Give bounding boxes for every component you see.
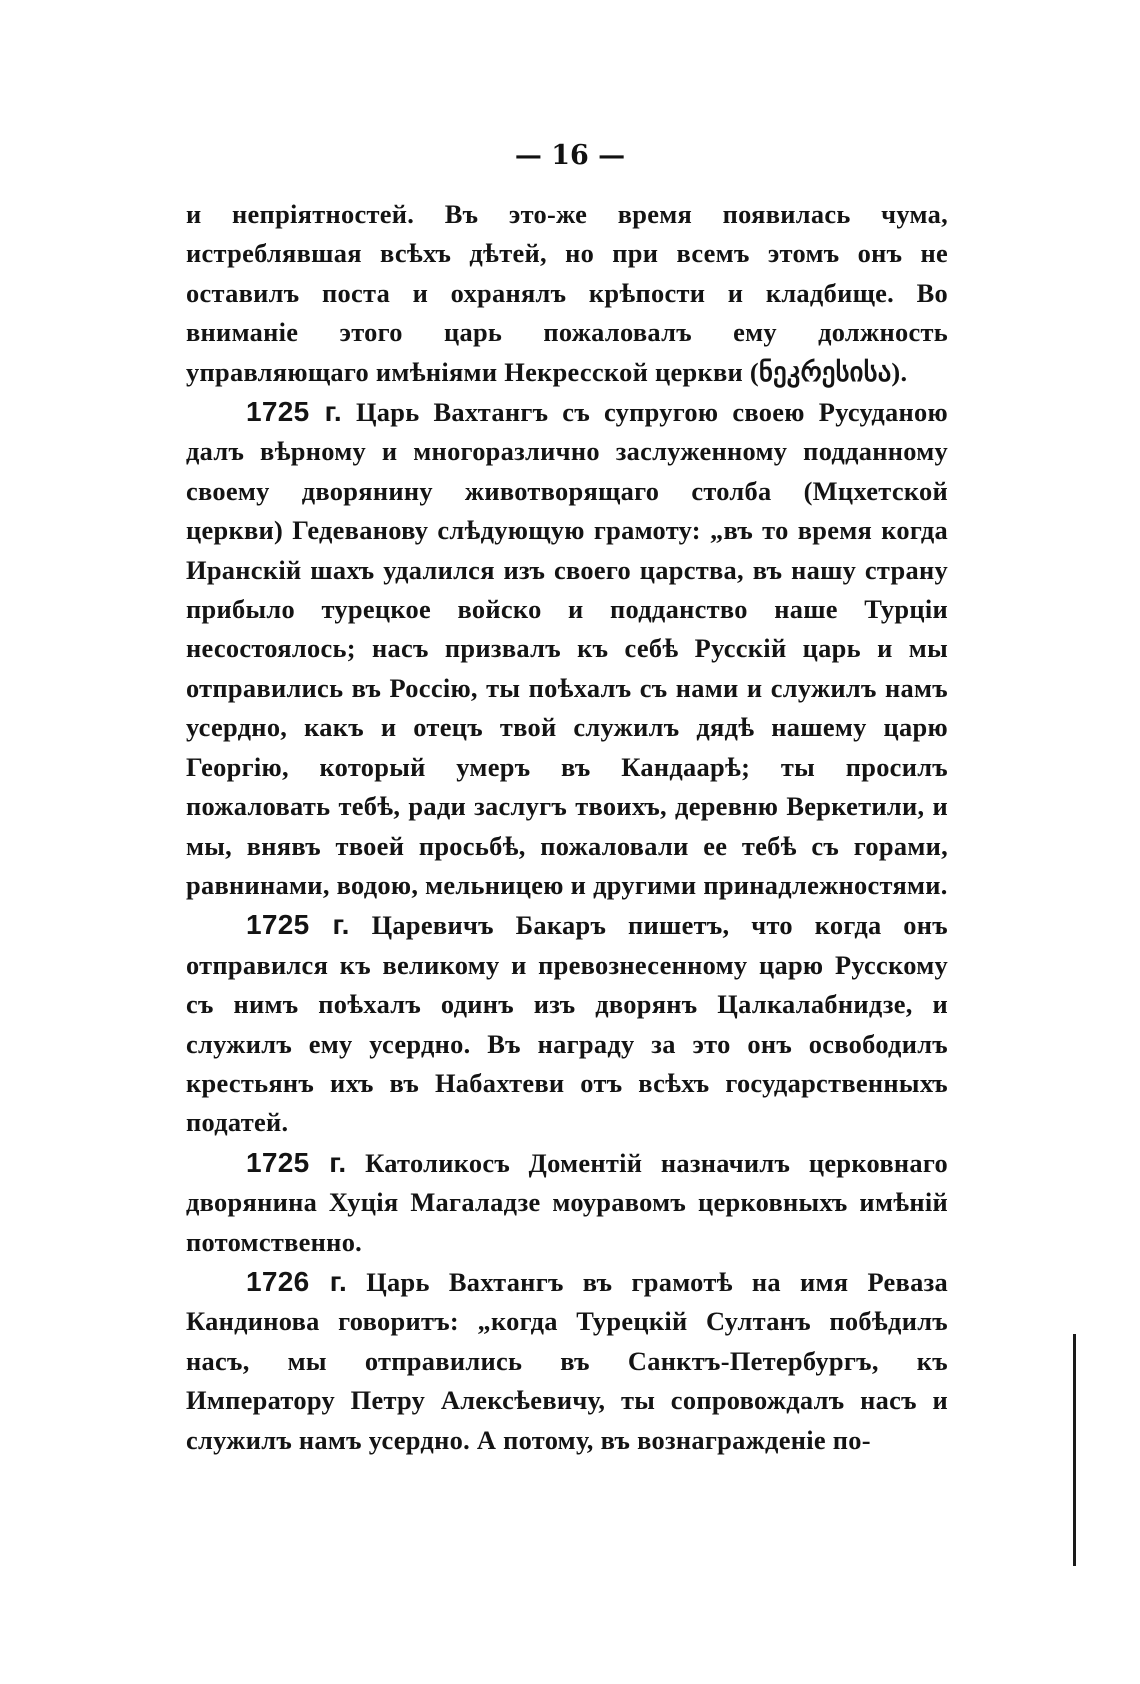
margin-rule: [1073, 1334, 1076, 1566]
paragraph-continuation: [186, 195, 948, 392]
paragraph-entry-1725-bakar: [186, 905, 948, 1142]
paragraph-text: Царь Вахтангъ въ грамотѣ на имя Реваза Кандинова говоритъ: „когда Турецкій Султанъ побѣдилъ насъ, мы отправились въ Санктъ-Петербургъ, къ Императору Петру Алексѣевичу, ты сопровождалъ насъ и служилъ намъ усердно. А потому, въ вознагражденіе по-: [186, 1266, 948, 1455]
paragraph-entry-1725-domentiy: [186, 1143, 948, 1262]
entry-year: 1725 г.: [246, 909, 350, 941]
entry-year: 1725 г.: [246, 396, 342, 428]
page-body: [186, 195, 948, 1460]
entry-year: 1725 г.: [246, 1146, 347, 1178]
paragraph-text: и непріятностей. Въ это-же время появилась чума, истреблявшая всѣхъ дѣтей, но при всемъ этомъ онъ не оставилъ поста и охранялъ крѣпости и кладбище. Во вниманіе этого царь пожаловалъ ему должность управляющаго имѣніями Некресской церкви (ნეკრესისა).: [186, 199, 948, 387]
paragraph-entry-1726-vakhtang: [186, 1262, 948, 1460]
paragraph-entry-1725-vakhtang: [186, 392, 948, 905]
page-number: — 16 —: [514, 140, 626, 171]
paragraph-text: Царевичъ Бакаръ пишетъ, что когда онъ отправился къ великому и превознесенному царю Русскому съ нимъ поѣхалъ одинъ изъ дворянъ Цалкалабнидзе, и служилъ ему усердно. Въ награду за это онъ освободилъ крестьянъ ихъ въ Набахтеви отъ всѣхъ государственныхъ податей.: [186, 910, 948, 1138]
paragraph-text: Царь Вахтангъ съ супругою своею Русуданою далъ вѣрному и многоразлично заслуженному подданному своему дворянину животворящаго столба (Мцхетской церкви) Гедеванову слѣдующую грамоту: „въ то время когда Иранскій шахъ удалился изъ своего царства, въ нашу страну прибыло турецкое войско и подданство наше Турціи несостоялось; насъ призвалъ къ себѣ Русскій царь и мы отправились въ Россію, ты поѣхалъ съ нами и служилъ намъ усердно, какъ и отецъ твой служилъ дядѣ нашему царю Георгію, который умеръ въ Кандаарѣ; ты просилъ пожаловать тебѣ, ради заслугъ твоихъ, деревню Веркетили, и мы, внявъ твоей просьбѣ, пожаловали ее тебѣ съ горами, равнинами, водою, мельницею и другими принадлежностями.: [186, 397, 948, 900]
paragraph-text: Католикосъ Доментій назначилъ церковнаго дворянина Хуція Магаладзе моуравомъ церковныхъ имѣній потомственно.: [186, 1147, 948, 1257]
entry-year: 1726 г.: [246, 1265, 348, 1297]
